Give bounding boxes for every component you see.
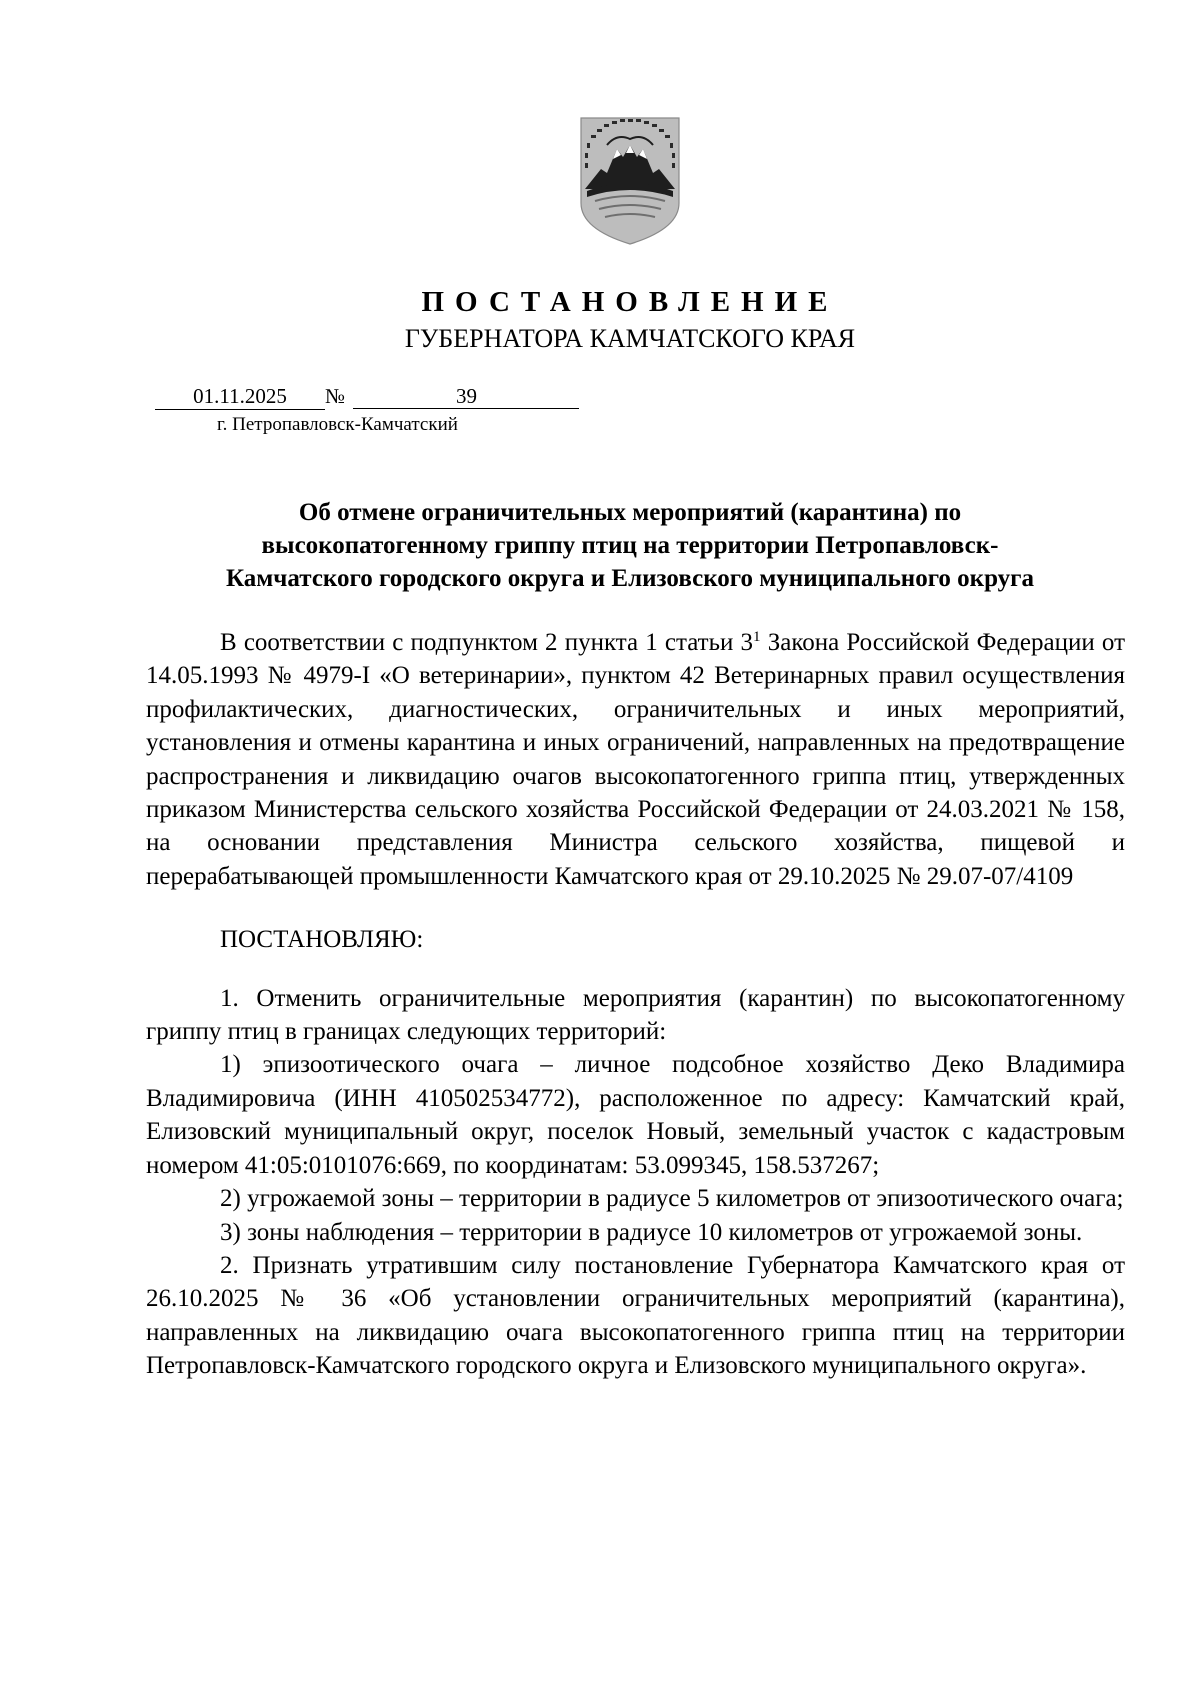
- document-place: г. Петропавловск-Камчатский: [217, 414, 458, 435]
- title-line: высокопатогенному гриппу птиц на территории Петропавловск-: [261, 532, 999, 559]
- clause-1-subitem-1: 1) эпизоотического очага – личное подсобное хозяйство Деко Владимира Владимировича (ИНН 410502534772), расположенное по адресу: Камчатский край, Елизовский муниципальный округ, поселок Новый, земельный участок с кадастровым номером 41:05:0101076:669, по координатам: 53.099345, 158.537267;: [146, 1051, 1125, 1179]
- document-title: [140, 496, 1120, 595]
- decree-word: ПОСТАНОВЛЯЮ:: [220, 926, 424, 954]
- document-number: 39: [353, 383, 579, 409]
- clause-1-subitem-3: 3) зоны наблюдения – территории в радиусе 10 километров от угрожаемой зоны.: [220, 1218, 1083, 1246]
- clause-1-subitem-2: 2) угрожаемой зоны – территории в радиусе 5 километров от эпизоотического очага;: [220, 1185, 1124, 1213]
- document-body: [146, 626, 1125, 1383]
- document-date: 01.11.2025: [155, 383, 325, 410]
- clause-1: 1. Отменить ограничительные мероприятия (карантин) по высокопатогенному гриппу птиц в границах следующих территорий:: [146, 984, 1125, 1046]
- preamble-text-continued: Закона Российской Федерации от 14.05.1993 № 4979-I «О ветеринарии», пунктом 42 Ветеринарных правил осуществления профилактических, диагностических, ограничительных и иных мероприятий, установления и отмены карантина и иных ограничений, направленных на предотвращение распространения и ликвидацию очагов высокопатогенного гриппа птиц, утвержденных приказом Министерства сельского хозяйства Российской Федерации от 24.03.2021 № 158, на основании представления Министра сельского хозяйства, пищевой и перерабатывающей промышленности Камчатского края от 29.10.2025 № 29.07-07/4109: [146, 629, 1126, 890]
- title-line: Об отмене ограничительных мероприятий (карантина) по: [298, 499, 962, 526]
- clause-2: 2. Признать утратившим силу постановление Губернатора Камчатского края от 26.10.2025 № 36 «Об установлении ограничительных мероприятий (карантина), направленных на ликвидацию очага высокопатогенного гриппа птиц на территории Петропавловск-Камчатского городского округа и Елизовского муниципального округа».: [146, 1251, 1125, 1380]
- coat-of-arms-icon: [577, 115, 683, 246]
- document-type-heading: ПОСТАНОВЛЕНИЕ: [421, 286, 839, 318]
- preamble-text: В соответствии с подпунктом 2 пункта 1 статьи 3: [220, 629, 754, 656]
- title-line: Камчатского городского округа и Елизовского муниципального округа: [225, 565, 1035, 592]
- document-issuer: ГУБЕРНАТОРА КАМЧАТСКОГО КРАЯ: [404, 324, 856, 353]
- preamble-paragraph: [146, 626, 1125, 893]
- number-sign: №: [325, 384, 346, 408]
- article-superscript: 1: [753, 629, 761, 645]
